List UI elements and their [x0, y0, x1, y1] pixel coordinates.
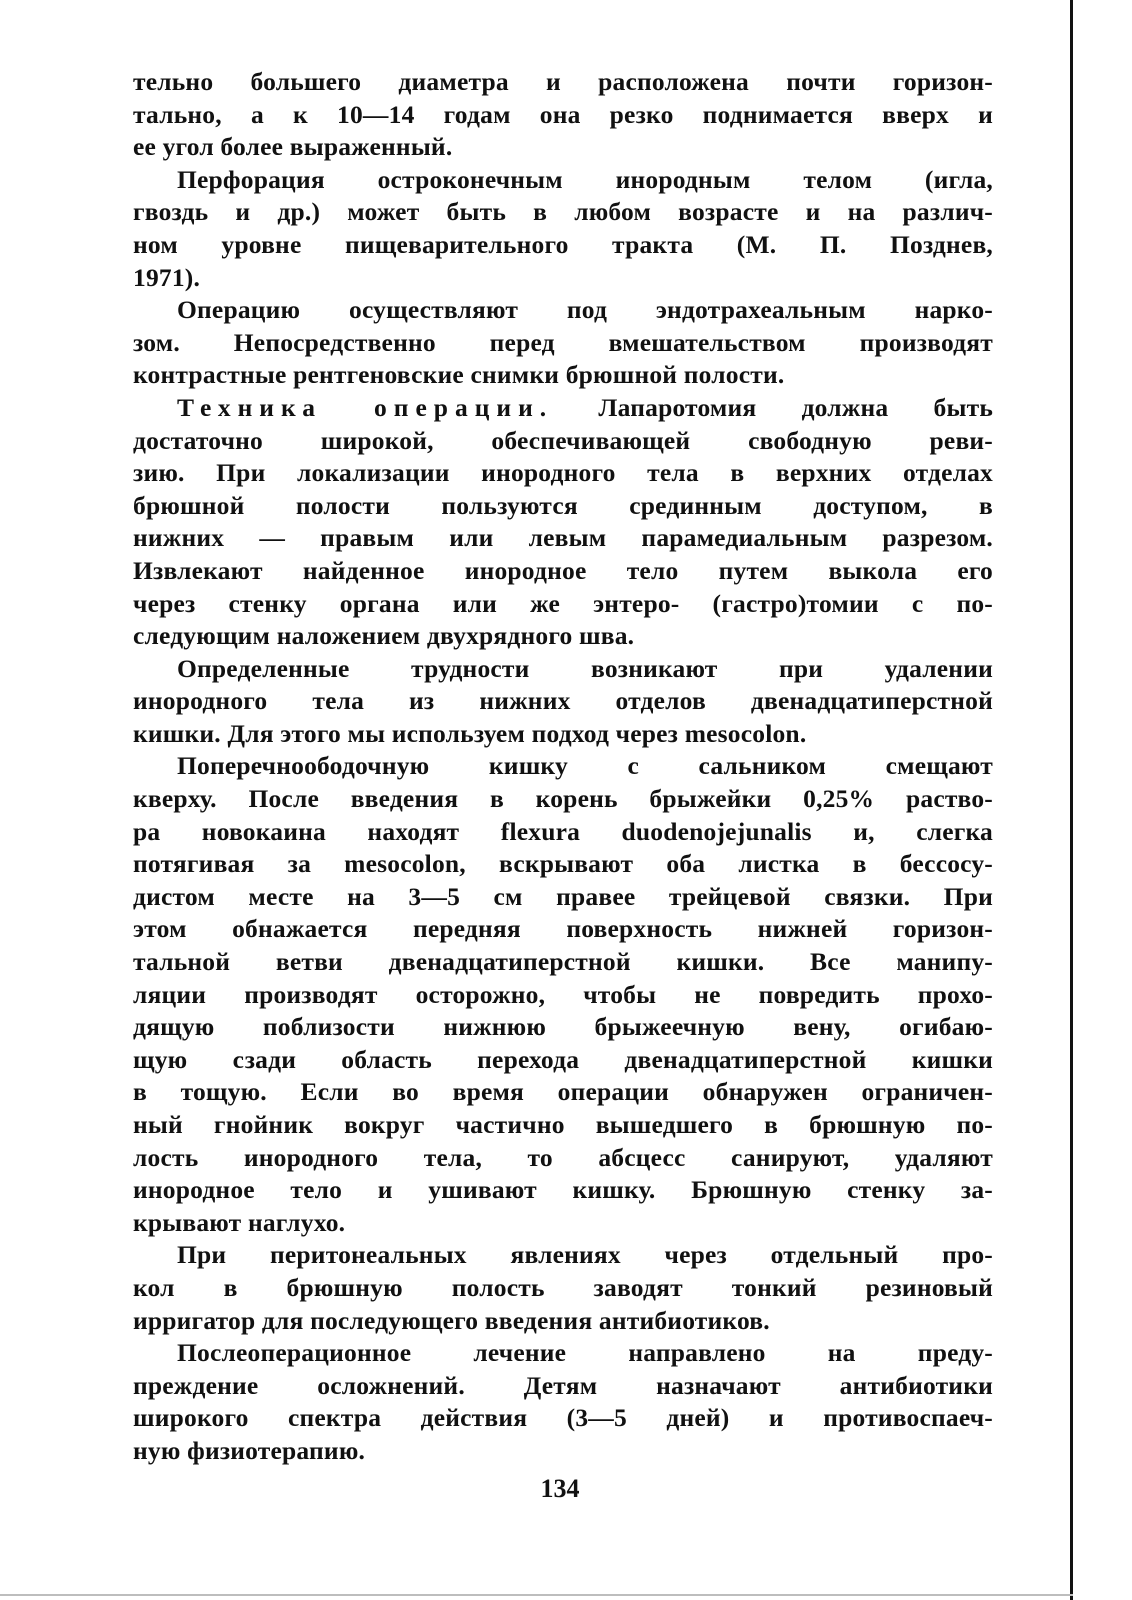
text-line: Перфорация остроконечным инородным телом (игла, — [177, 164, 993, 194]
text-line: брюшной полости пользуются срединным доступом, в — [133, 490, 993, 520]
text-line: достаточно широкой, обеспечивающей свободную реви- — [133, 425, 993, 455]
text-line: ляции производят осторожно, чтобы не повредить прохо- — [133, 979, 993, 1009]
text-line: нижних — правым или левым парамедиальным разрезом. — [133, 523, 993, 553]
text-line: ную физиотерапию. — [133, 1435, 366, 1465]
text-line: Извлекают найденное инородное тело путем выкола его — [133, 555, 993, 585]
text-line: преждение осложнений. Детям назначают антибиотики — [133, 1370, 993, 1400]
text-line: кишки. Для этого мы используем подход через mesocolon. — [133, 718, 807, 748]
text-line: Определенные трудности возникают при удалении — [177, 653, 993, 683]
text-line: в тощую. Если во время операции обнаружен ограничен- — [133, 1077, 993, 1107]
paragraph — [133, 392, 993, 653]
text-line: Операцию осуществляют под эндотрахеальным нарко- — [177, 295, 993, 325]
text-line: лость инородного тела, то абсцесс санируют, удаляют — [133, 1142, 993, 1172]
text-line: ра новокаина находят flexura duodenojejunalis и, слегка — [133, 816, 993, 846]
text-line: щую сзади область перехода двенадцатиперстной кишки — [133, 1044, 993, 1074]
paragraph — [133, 164, 993, 294]
text-line: гвоздь и др.) может быть в любом возрасте и на различ- — [133, 197, 993, 227]
text-line: этом обнажается передняя поверхность нижней горизон- — [133, 914, 993, 944]
text-line: кверху. После введения в корень брыжейки 0,25% раство- — [133, 784, 993, 814]
text-line: зом. Непосредственно перед вмешательством производят — [133, 327, 993, 357]
paragraph — [133, 66, 993, 164]
text-line: ее угол более выраженный. — [133, 132, 453, 162]
text-line: ном уровне пищеварительного тракта (М. П. Позднев, — [133, 229, 993, 259]
section-lead-spaced: Техника операции. — [177, 392, 554, 422]
text-line: инородное тело и ушивают кишку. Брюшную стенку за- — [133, 1175, 993, 1205]
text-line: зию. При локализации инородного тела в верхних отделах — [133, 458, 993, 488]
text-line: тально, а к 10—14 годам она резко поднимается вверх и — [133, 99, 993, 129]
page-bottom-border — [0, 1594, 1073, 1596]
text-line — [133, 392, 993, 425]
text-line: ный гнойник вокруг частично вышедшего в брюшную по- — [133, 1110, 993, 1139]
text-line: При перитонеальных явлениях через отдельный про- — [177, 1240, 993, 1270]
text-line: 1971). — [133, 262, 201, 292]
paragraph — [133, 294, 993, 392]
page-edge-border — [1070, 0, 1073, 1600]
paragraph — [133, 1337, 993, 1467]
text-line: Поперечноободочную кишку с сальником смещают — [177, 751, 993, 781]
text-line: инородного тела из нижних отделов двенадцатиперстной — [133, 686, 993, 716]
text-line: контрастные рентгеновские снимки брюшной полости. — [133, 360, 785, 390]
paragraph — [133, 1239, 993, 1337]
text-line-content: Лапаротомия должна быть — [598, 392, 994, 422]
text-line: тальной ветви двенадцатиперстной кишки. Все манипу- — [133, 947, 993, 977]
text-line: Послеоперационное лечение направлено на преду- — [177, 1338, 993, 1368]
text-line: дящую поблизости нижнюю брыжеечную вену, огибаю- — [133, 1012, 993, 1042]
text-line: кол в брюшную полость заводят тонкий резиновый — [133, 1272, 993, 1302]
text-line: широкого спектра действия (3—5 дней) и противоспаеч- — [133, 1403, 993, 1433]
paragraph — [133, 653, 993, 751]
page-number: 134 — [540, 1474, 580, 1503]
body-text — [133, 66, 993, 1468]
text-line: ирригатор для последующего введения антибиотиков. — [133, 1305, 770, 1335]
text-line: через стенку органа или же энтеро- (гастро)томии с по- — [133, 588, 993, 618]
text-line: крывают наглухо. — [133, 1207, 346, 1237]
text-line: потягивая за mesocolon, вскрывают оба листка в бессосу- — [133, 849, 993, 879]
text-line: дистом месте на 3—5 см правее трейцевой связки. При — [133, 881, 993, 911]
text-line: следующим наложением двухрядного шва. — [133, 621, 635, 651]
text-line: тельно большего диаметра и расположена почти горизон- — [133, 67, 993, 96]
paragraph — [133, 750, 993, 1239]
